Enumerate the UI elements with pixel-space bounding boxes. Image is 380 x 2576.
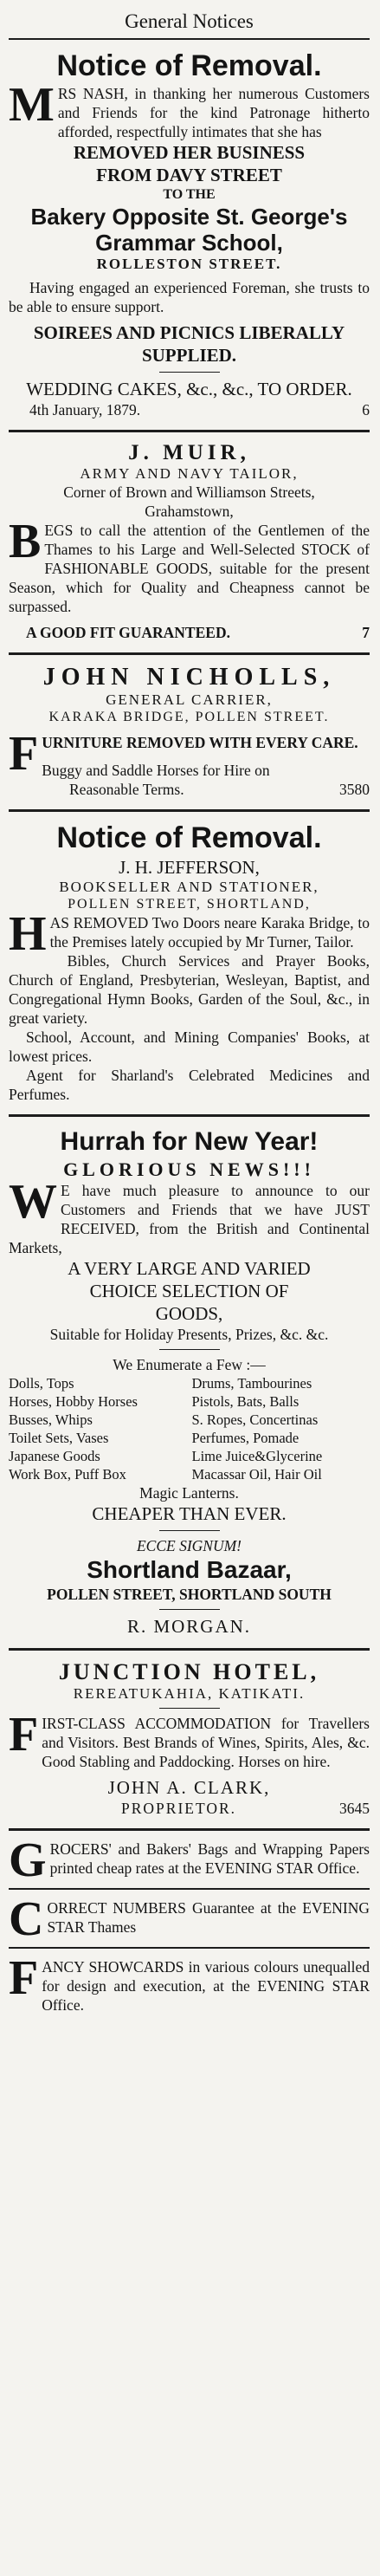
ad-body: School, Account, and Mining Companies' Books, at lowest prices.: [9, 1028, 370, 1065]
ad-text: ROLLESTON STREET.: [96, 255, 282, 272]
list-item: Pistols, Bats, Balls: [191, 1392, 299, 1410]
ad-text: R. MORGAN.: [126, 1615, 252, 1637]
ad-number: 3580: [339, 780, 370, 798]
ad-number: 3645: [339, 1799, 370, 1817]
ad-body: Agent for Sharland's Celebrated Medicines and Perfumes.: [9, 1066, 370, 1103]
divider: [159, 372, 220, 373]
ad-body: HAS REMOVED Two Doors neare Karaka Bridge, to the Premises lately occupied by Mr Turner, Tailor.: [9, 906, 370, 961]
ad-text: J. H. JEFFERSON,: [119, 856, 260, 878]
ad-title: Hurrah for New Year!: [60, 1126, 319, 1156]
ad-nicholls: [9, 655, 370, 812]
ad-headline: CHEAPER THAN EVER.: [92, 1502, 287, 1524]
ad-text: ARMY AND NAVY TAILOR,: [80, 464, 299, 482]
list-item: Busses, Whips: [9, 1411, 93, 1428]
ad-body: WE have much pleasure to announce to our Customers and Friends that we have JUST RECEIVED, from the British and Continental Markets,: [9, 1174, 370, 1256]
list-item: Macassar Oil, Hair Oil: [191, 1465, 322, 1483]
ad-text: Grahamstown,: [145, 502, 234, 520]
section-header: General Notices: [9, 5, 370, 40]
list-item: Toilet Sets, Vases: [9, 1429, 109, 1446]
ad-date: 4th January, 1879.: [29, 400, 141, 419]
divider: [159, 1530, 220, 1531]
ad-headline: WEDDING CAKES, &c., &c., TO ORDER.: [26, 378, 352, 399]
divider: [159, 1349, 220, 1350]
list-item: Japanese Goods: [9, 1447, 100, 1464]
ad-text: POLLEN STREET, SHORTLAND SOUTH: [47, 1585, 332, 1603]
ad-headline: Grammar School,: [95, 229, 283, 256]
ad-text: Magic Lanterns.: [139, 1483, 239, 1502]
ad-text: Suitable for Holiday Presents, Prizes, &c. &c.: [49, 1325, 329, 1343]
list-item: Drums, Tambourines: [191, 1374, 312, 1392]
ad-bags: [9, 1831, 370, 1890]
list-item: Lime Juice&Glycerine: [191, 1447, 323, 1464]
ad-text: GENERAL CARRIER,: [106, 691, 273, 708]
ad-headline: GOODS,: [155, 1302, 223, 1324]
ad-footer: [9, 780, 370, 799]
ad-number: 6: [362, 400, 370, 419]
ad-headline: Shortland Bazaar,: [87, 1555, 292, 1583]
ad-jefferson: [9, 812, 370, 1117]
ad-number: 7: [362, 623, 370, 641]
ad-title: Notice of Removal.: [56, 821, 322, 854]
ad-body: MRS NASH, in thanking her numerous Customers and Friends for the kind Patronage hitherto afforded, respectfully intimates that she has: [9, 77, 370, 140]
ad-text: JOHN A. CLARK,: [107, 1776, 271, 1798]
ad-headline: FROM DAVY STREET: [96, 164, 282, 185]
ad-body: BEGS to call the attention of the Gentlemen of the Thames to his Large and Well-Selected STOCK of FASHIONABLE GOODS, suitable for the present Season, which for Quality and Cheapness cannot be surpassed.: [9, 514, 370, 615]
list-item: S. Ropes, Concertinas: [191, 1411, 319, 1428]
ad-footer: [9, 400, 370, 419]
ad-text: TO THE: [163, 186, 216, 202]
ad-text: KARAKA BRIDGE, POLLEN STREET.: [48, 709, 330, 724]
ad-headline: REMOVED HER BUSINESS: [73, 141, 306, 163]
ad-headline: Bakery Opposite St. George's: [30, 203, 348, 230]
ad-headline: A GOOD FIT GUARANTEED.: [26, 623, 230, 641]
ad-numbers: [9, 1890, 370, 1949]
list-item: Work Box, Puff Box: [9, 1465, 126, 1483]
ad-title: J. MUIR,: [128, 440, 250, 464]
ad-body: Bibles, Church Services and Prayer Books, Church of England, Presbyterian, Wesleyan, Baptist, and Congregational Hymn Books, Garden of the Soul, &c., in great variety.: [9, 951, 370, 1027]
ad-bazaar: [9, 1117, 370, 1651]
list-item: Perfumes, Pomade: [191, 1429, 299, 1446]
ad-nash: [9, 40, 370, 432]
ad-body: CORRECT NUMBERS Guarantee at the EVENING STAR Thames: [9, 1891, 370, 1946]
ad-body: FURNITURE REMOVED WITH EVERY CARE.: [9, 726, 358, 781]
ad-text: Corner of Brown and Williamson Streets,: [63, 483, 315, 501]
ad-text: Reasonable Terms.: [69, 780, 184, 798]
ad-text: REREATUKAHIA, KATIKATI.: [73, 1684, 306, 1702]
divider: [159, 1708, 220, 1709]
ad-showcards: [9, 1949, 370, 2025]
ad-title: JUNCTION HOTEL,: [58, 1658, 320, 1684]
ad-body: FANCY SHOWCARDS in various colours unequalled for design and execution, at the EVENING STAR Office.: [9, 1950, 370, 2014]
list-item: Dolls, Tops: [9, 1374, 74, 1392]
ad-junction: [9, 1651, 370, 1831]
ad-footer: [9, 1799, 370, 1818]
ad-text: PROPRIETOR.: [121, 1799, 237, 1817]
ad-text: Buggy and Saddle Horses for Hire on: [42, 761, 270, 779]
ad-title: JOHN NICHOLLS,: [42, 663, 336, 691]
ad-text: ECCE SIGNUM!: [136, 1536, 242, 1554]
ad-body: GROCERS' and Bakers' Bags and Wrapping Papers printed cheap rates at the EVENING STAR Office.: [9, 1833, 370, 1887]
ad-muir: [9, 432, 370, 655]
ad-headline: GLORIOUS NEWS!!!: [63, 1158, 315, 1180]
ad-headline: CHOICE SELECTION OF: [89, 1280, 289, 1301]
divider: [159, 1609, 220, 1610]
ad-title: Notice of Removal.: [56, 49, 322, 82]
list-item: Horses, Hobby Horses: [9, 1392, 138, 1410]
ad-text: BOOKSELLER AND STATIONER,: [59, 878, 319, 895]
ad-footer: [9, 623, 370, 642]
ad-headline: A VERY LARGE AND VARIED: [68, 1257, 311, 1279]
ad-text: POLLEN STREET, SHORTLAND,: [68, 896, 311, 912]
ad-body: Having engaged an experienced Foreman, she trusts to be able to ensure support.: [9, 278, 370, 315]
ad-headline: SOIREES AND PICNICS LIBERALLY SUPPLIED.: [33, 321, 345, 366]
ad-body: FIRST-CLASS ACCOMMODATION for Travellers and Visitors. Best Brands of Wines, Spirits, Ales, &c. Good Stabling and Paddocking. Horses on hire.: [9, 1707, 370, 1770]
item-list: [9, 1374, 370, 1483]
ad-text: We Enumerate a Few :—: [113, 1355, 266, 1373]
